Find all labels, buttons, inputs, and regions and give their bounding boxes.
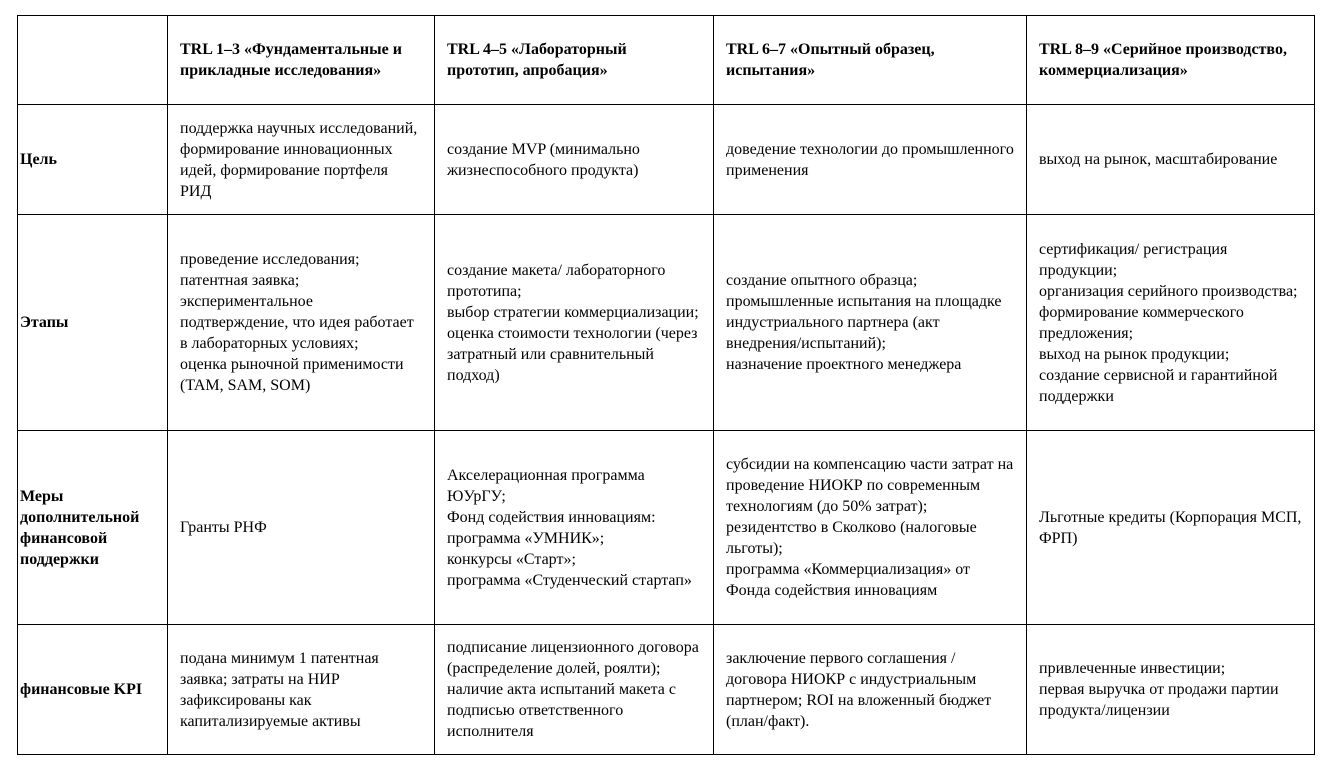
column-header-trl-6-7: TRL 6–7 «Опытный образец, испытания» [714,16,1027,105]
table-cell: создание MVP (минимально жизнеспособного продукта) [435,105,714,215]
table-cell: поддержка научных исследований, формирование инновационных идей, формирование портфеля РИД [168,105,435,215]
table-row-financial-kpi [18,625,1315,755]
row-header-financial-kpi: финансовые KPI [18,625,168,755]
table-cell: подписание лицензионного договора (распределение долей, роялти); наличие акта испытаний макета с подписью ответственного исполнителя [435,625,714,755]
trl-funding-table [17,15,1315,755]
table-cell: подана минимум 1 патентная заявка; затраты на НИР зафиксированы как капитализируемые активы [168,625,435,755]
column-header-trl-8-9: TRL 8–9 «Серийное производство, коммерциализация» [1027,16,1315,105]
table-cell: создание макета/ лабораторного прототипа; выбор стратегии коммерциализации; оценка стоимости технологии (через затратный или сравнительный подход) [435,215,714,431]
table-cell: проведение исследования; патентная заявка; экспериментальное подтверждение, что идея работает в лабораторных условиях; оценка рыночной применимости (TAM, SAM, SOM) [168,215,435,431]
table-cell: доведение технологии до промышленного применения [714,105,1027,215]
table-cell: выход на рынок, масштабирование [1027,105,1315,215]
table-row-financial-support [18,431,1315,625]
table-row-goal [18,105,1315,215]
row-header-stages: Этапы [18,215,168,431]
table-cell: Льготные кредиты (Корпорация МСП, ФРП) [1027,431,1315,625]
table-cell: Акселерационная программа ЮУрГУ; Фонд содействия инновациям: программа «УМНИК»; конкурсы «Старт»; программа «Студенческий стартап» [435,431,714,625]
table-cell: заключение первого соглашения / договора НИОКР с индустриальным партнером; ROI на вложенный бюджет (план/факт). [714,625,1027,755]
table-cell: создание опытного образца; промышленные испытания на площадке индустриального партнера (акт внедрения/испытаний); назначение проектного менеджера [714,215,1027,431]
column-header-trl-1-3: TRL 1–3 «Фундаментальные и прикладные исследования» [168,16,435,105]
row-header-financial-support: Меры дополнительной финансовой поддержки [18,431,168,625]
table-cell: Гранты РНФ [168,431,435,625]
table-header-row [18,16,1315,105]
corner-cell [18,16,168,105]
table-cell: сертификация/ регистрация продукции; организация серийного производства; формирование коммерческого предложения; выход на рынок продукции; создание сервисной и гарантийной поддержки [1027,215,1315,431]
table-cell: субсидии на компенсацию части затрат на проведение НИОКР по современным технологиям (до 50% затрат); резидентство в Сколково (налоговые льготы); программа «Коммерциализация» от Фонда содействия инновациям [714,431,1027,625]
row-header-goal: Цель [18,105,168,215]
table-row-stages [18,215,1315,431]
column-header-trl-4-5: TRL 4–5 «Лабораторный прототип, апробация» [435,16,714,105]
table-cell: привлеченные инвестиции; первая выручка от продажи партии продукта/лицензии [1027,625,1315,755]
